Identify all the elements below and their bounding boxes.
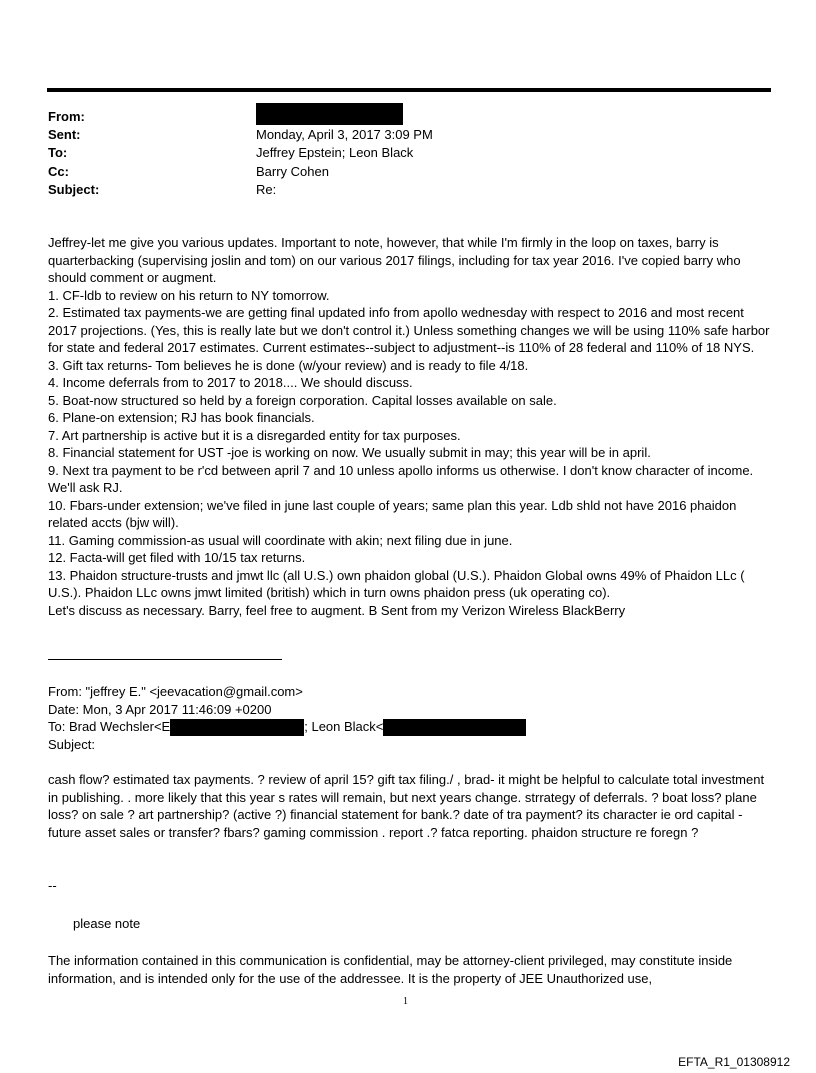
sent-label: Sent: bbox=[48, 127, 81, 143]
to-label: To: bbox=[48, 145, 68, 161]
body-item: 6. Plane-on extension; RJ has book financials. bbox=[48, 410, 315, 425]
body-item: 1. CF-ldb to review on his return to NY tomorrow. bbox=[48, 287, 330, 303]
sent-row bbox=[48, 126, 768, 144]
body-item: 3. Gift tax returns- Tom believes he is done (w/your review) and is ready to file 4/18. bbox=[48, 357, 529, 373]
body-item: 12. Facta-will get filed with 10/15 tax returns. bbox=[48, 550, 306, 565]
fwd-date: Date: Mon, 3 Apr 2017 11:46:09 +0200 bbox=[48, 701, 272, 717]
subject-value: Re: bbox=[256, 181, 277, 197]
body-item: 8. Financial statement for UST -joe is working on now. We usually submit in may; this year will be in april. bbox=[48, 445, 651, 460]
cc-row bbox=[48, 163, 768, 181]
body-item: 13. Phaidon structure-trusts and jmwt llc (all U.S.) own phaidon global (U.S.). Phaidon Global owns 49% of Phaidon LLc ( U.S.). Phaidon LLc owns jmwt limited (british) which in turn owns phaidon press (uk operating co). bbox=[48, 567, 745, 600]
forwarded-body: cash flow? estimated tax payments. ? review of april 15? gift tax filing./ , brad- it might be helpful to calculate total investment in publishing. . more likely that this year s rates will remain, but next years change. strrategy of deferrals. ? boat loss? plane loss? on sale ? art partnership? (active ?) financial statement for bank.? date of tra payment? its character ie ord capital - future asset sales or transfer? fbars? gaming commission . report .? fatca reporting. phaidon structure re foregn ? bbox=[48, 772, 765, 840]
body-item: 10. Fbars-under extension; we've filed in june last couple of years; same plan this year. Ldb shld not have 2016 phaidon related accts (bjw will). bbox=[48, 497, 737, 530]
fwd-subject: Subject: bbox=[48, 737, 95, 753]
signature-dashes: -- bbox=[48, 878, 57, 893]
body-item: 11. Gaming commission-as usual will coordinate with akin; next filing due in june. bbox=[48, 532, 513, 548]
page-number: 1 bbox=[403, 996, 408, 1007]
sent-value: Monday, April 3, 2017 3:09 PM bbox=[256, 127, 433, 143]
redaction-block bbox=[170, 719, 304, 736]
please-note: please note bbox=[73, 916, 141, 931]
fwd-to-prefix: To: Brad Wechsler<E bbox=[48, 719, 171, 734]
from-label: From: bbox=[48, 109, 85, 124]
redaction-block bbox=[383, 719, 526, 736]
separator-line bbox=[48, 659, 282, 660]
body-item: 9. Next tra payment to be r'cd between april 7 and 10 unless apollo informs us otherwise. I don't know character of income. We'll ask RJ. bbox=[48, 462, 754, 495]
body-intro: Jeffrey-let me give you various updates. Important to note, however, that while I'm firmly in the loop on taxes, barry is quarterbacking (supervising joslin and tom) on our various 2017 filings, including for tax year 2016. I've copied barry who should comment or augment. bbox=[48, 235, 741, 285]
email-header bbox=[48, 108, 768, 199]
subject-row bbox=[48, 181, 768, 199]
to-row bbox=[48, 144, 768, 162]
from-row bbox=[48, 108, 768, 126]
subject-label: Subject: bbox=[48, 181, 100, 197]
cc-value: Barry Cohen bbox=[256, 163, 329, 179]
body-item: 2. Estimated tax payments-we are getting final updated info from apollo wednesday with respect to 2016 and most recent 2017 projections. (Yes, this is really late but we don't control it.) Unless something changes we will be using 110% safe harbor for state and federal 2017 estimates. Current estimates--subject to adjustment--is 110% of 28 federal and 110% of 18 NYS. bbox=[48, 305, 770, 355]
to-value: Jeffrey Epstein; Leon Black bbox=[256, 145, 414, 161]
header-rule bbox=[47, 88, 771, 92]
fwd-to bbox=[48, 718, 770, 736]
body-item: 4. Income deferrals from to 2017 to 2018.... We should discuss. bbox=[48, 375, 413, 390]
fwd-to-middle: ; Leon Black< bbox=[304, 719, 384, 734]
cc-label: Cc: bbox=[48, 163, 69, 179]
forwarded-header bbox=[48, 683, 770, 754]
body-closing: Let's discuss as necessary. Barry, feel free to augment. B Sent from my Verizon Wireless BlackBerry bbox=[48, 602, 626, 618]
from-value bbox=[256, 108, 768, 126]
confidentiality-notice: The information contained in this communication is confidential, may be attorney-client privileged, may constitute inside information, and is intended only for the use of the addressee. It is the property of JEE Unauthorized use, bbox=[48, 953, 733, 986]
fwd-from: From: "jeffrey E." <jeevacation@gmail.com> bbox=[48, 684, 303, 699]
body-item: 7. Art partnership is active but it is a disregarded entity for tax purposes. bbox=[48, 427, 461, 443]
body-item: 5. Boat-now structured so held by a foreign corporation. Capital losses available on sale. bbox=[48, 392, 557, 408]
email-body bbox=[48, 234, 770, 619]
redaction-block bbox=[256, 103, 403, 125]
document-id: EFTA_R1_01308912 bbox=[678, 1055, 790, 1069]
